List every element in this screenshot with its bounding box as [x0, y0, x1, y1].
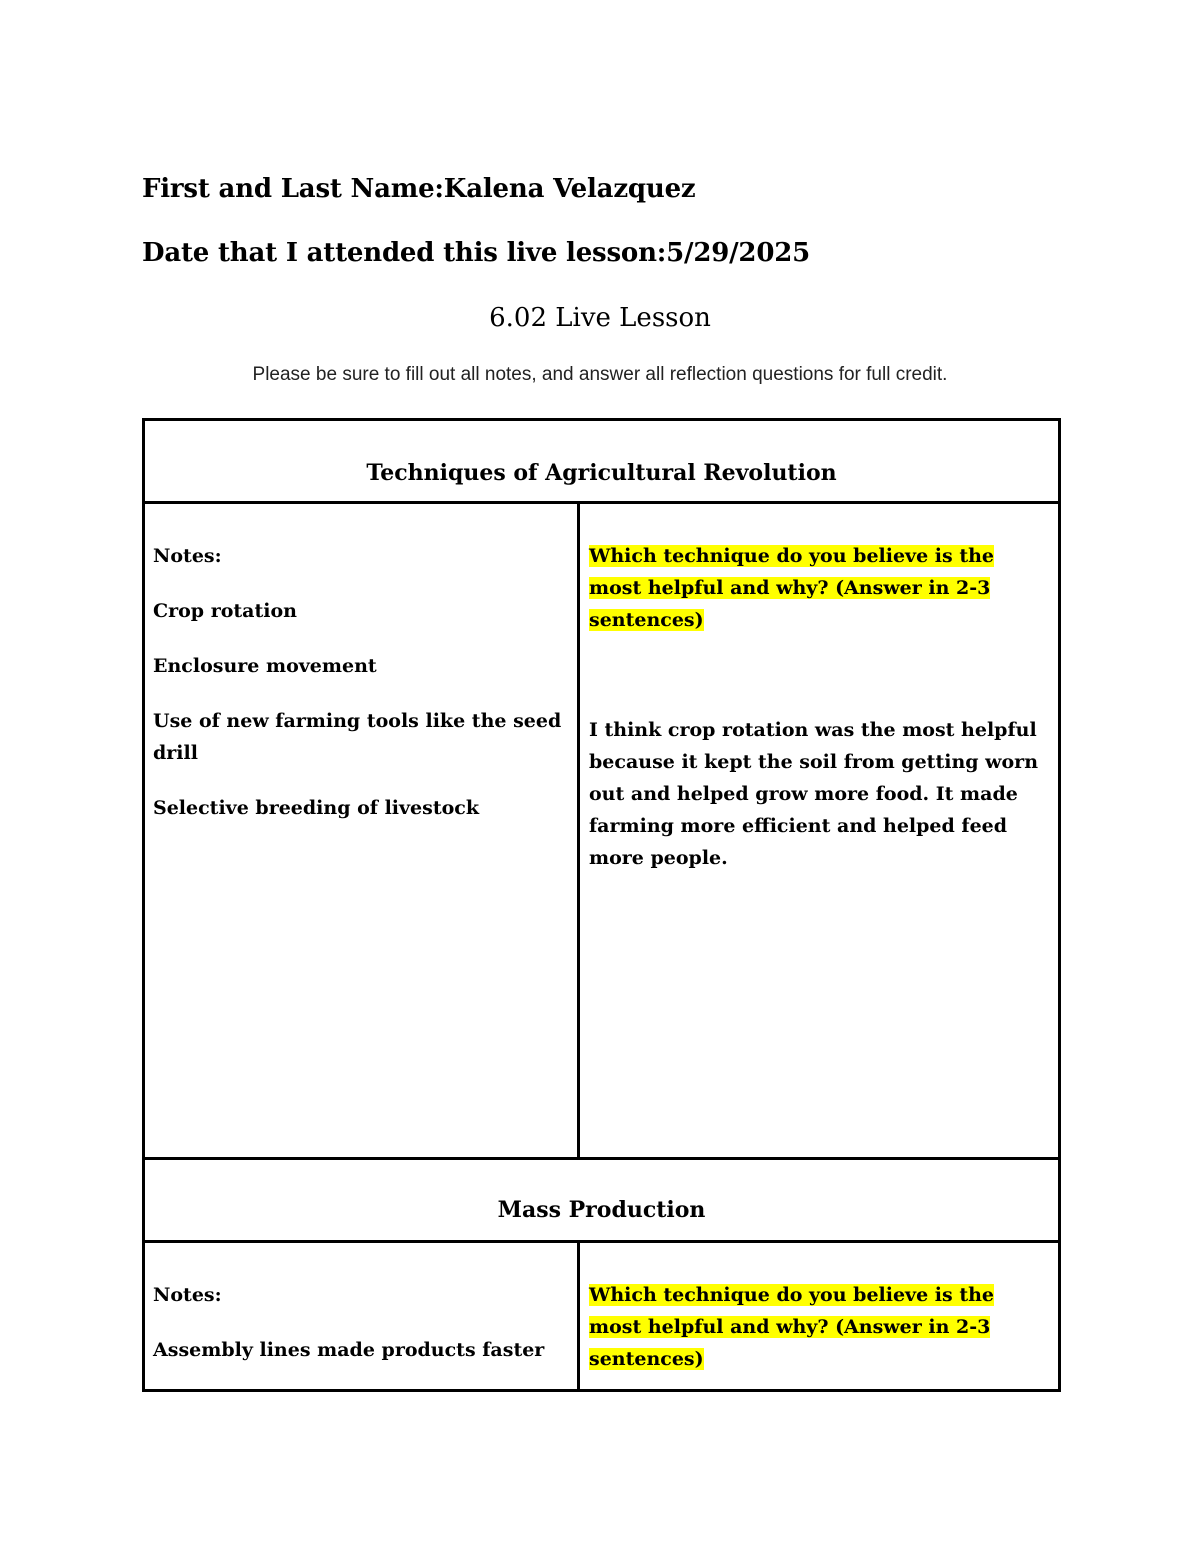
note-item: Enclosure movement: [153, 655, 377, 677]
section-heading-cell: [144, 1159, 1060, 1242]
notes-cell[interactable]: [144, 503, 579, 1159]
date-attended-line: Date that I attended this live lesson:5/29/2025: [142, 238, 810, 268]
section-heading: Techniques of Agricultural Revolution: [366, 460, 837, 486]
notes-label: Notes:: [153, 545, 222, 567]
notes-cell[interactable]: [144, 1242, 579, 1391]
reflection-cell[interactable]: [579, 1242, 1060, 1391]
reflection-question: Which technique do you believe is the most helpful and why? (Answer in 2-3 sentences): [589, 545, 995, 631]
page-title: 6.02 Live Lesson: [489, 303, 711, 333]
section-body-row: [144, 1242, 1060, 1391]
name-line: First and Last Name:Kalena Velazquez: [142, 174, 696, 204]
reflection-question: Which technique do you believe is the most helpful and why? (Answer in 2-3 sentences): [589, 1284, 995, 1370]
section-heading-row: [144, 1159, 1060, 1242]
note-item: Assembly lines made products faster: [153, 1339, 545, 1361]
lesson-table: [142, 418, 1061, 1392]
section-heading: Mass Production: [497, 1197, 706, 1223]
note-item: Use of new farming tools like the seed drill: [153, 710, 562, 764]
note-item: Selective breeding of livestock: [153, 797, 480, 819]
note-item: Crop rotation: [153, 600, 297, 622]
instructions-text: Please be sure to fill out all notes, and answer all reflection questions for full credit.: [252, 364, 948, 385]
notes-label: Notes:: [153, 1284, 222, 1306]
section-heading-row: [144, 420, 1060, 503]
section-body-row: [144, 503, 1060, 1159]
reflection-cell[interactable]: [579, 503, 1060, 1159]
reflection-answer: I think crop rotation was the most helpful because it kept the soil from getting worn out and helped grow more food. It made farming more efficient and helped feed more people.: [589, 719, 1039, 869]
section-heading-cell: [144, 420, 1060, 503]
